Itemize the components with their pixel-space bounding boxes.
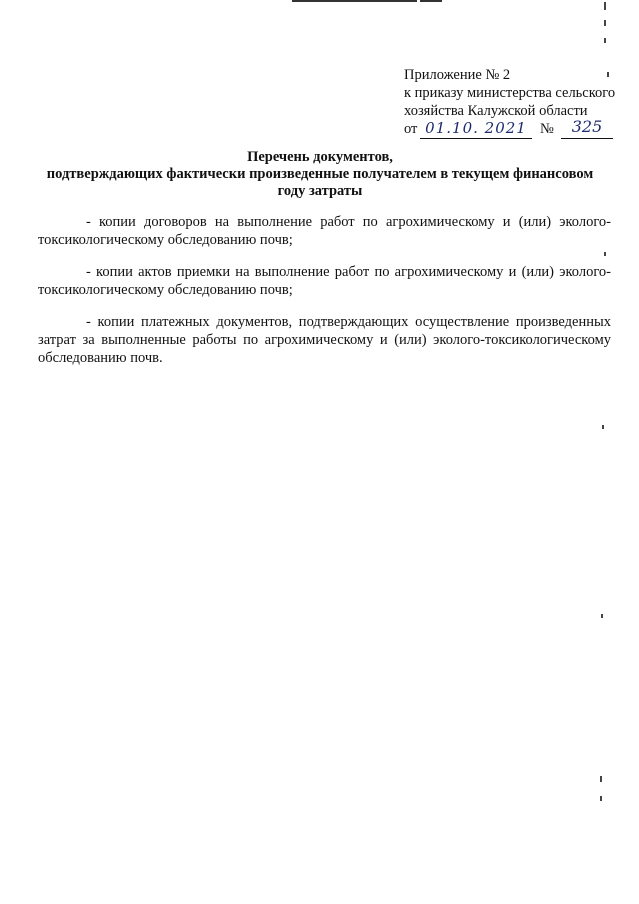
scan-speck	[604, 252, 606, 256]
scan-speck	[601, 614, 603, 618]
appendix-order-ref: к приказу министерства сельского	[404, 85, 616, 101]
handwritten-date: 01.10. 2021	[420, 118, 532, 139]
scan-speck	[604, 38, 606, 43]
title-line-1: Перечень документов,	[247, 149, 393, 165]
appendix-header	[404, 66, 624, 140]
handwritten-number: 325	[561, 116, 613, 139]
appendix-number: Приложение № 2	[404, 67, 511, 83]
title-line-3: году затраты	[277, 183, 363, 199]
scan-speck	[602, 425, 604, 429]
list-item: - копии платежных документов, подтверждающих осуществление произведенных затрат за выполненные работы по агрохимическому и (или) эколого-токсикологическому обследованию почв.	[38, 314, 611, 366]
list-item: - копии актов приемки на выполнение работ по агрохимическому и (или) эколого-токсикологическому обследованию почв;	[38, 264, 611, 298]
list-item: - копии договоров на выполнение работ по агрохимическому и (или) эколого-токсикологическому обследованию почв;	[38, 214, 611, 248]
date-prefix: от	[404, 121, 418, 137]
scan-speck	[604, 2, 606, 10]
title-line-2: подтверждающих фактически произведенные получателем в текущем финансовом	[46, 166, 594, 182]
appendix-date-line	[404, 117, 624, 140]
document-title	[40, 149, 600, 200]
scan-artifact-line	[420, 0, 442, 2]
scan-speck	[600, 796, 602, 801]
number-prefix: №	[540, 121, 554, 137]
scan-speck	[604, 20, 606, 26]
scan-speck	[607, 72, 609, 77]
document-list	[38, 213, 611, 381]
scan-artifact-line	[292, 0, 417, 2]
appendix-ministry: хозяйства Калужской области	[404, 103, 588, 119]
scan-speck	[600, 776, 602, 782]
